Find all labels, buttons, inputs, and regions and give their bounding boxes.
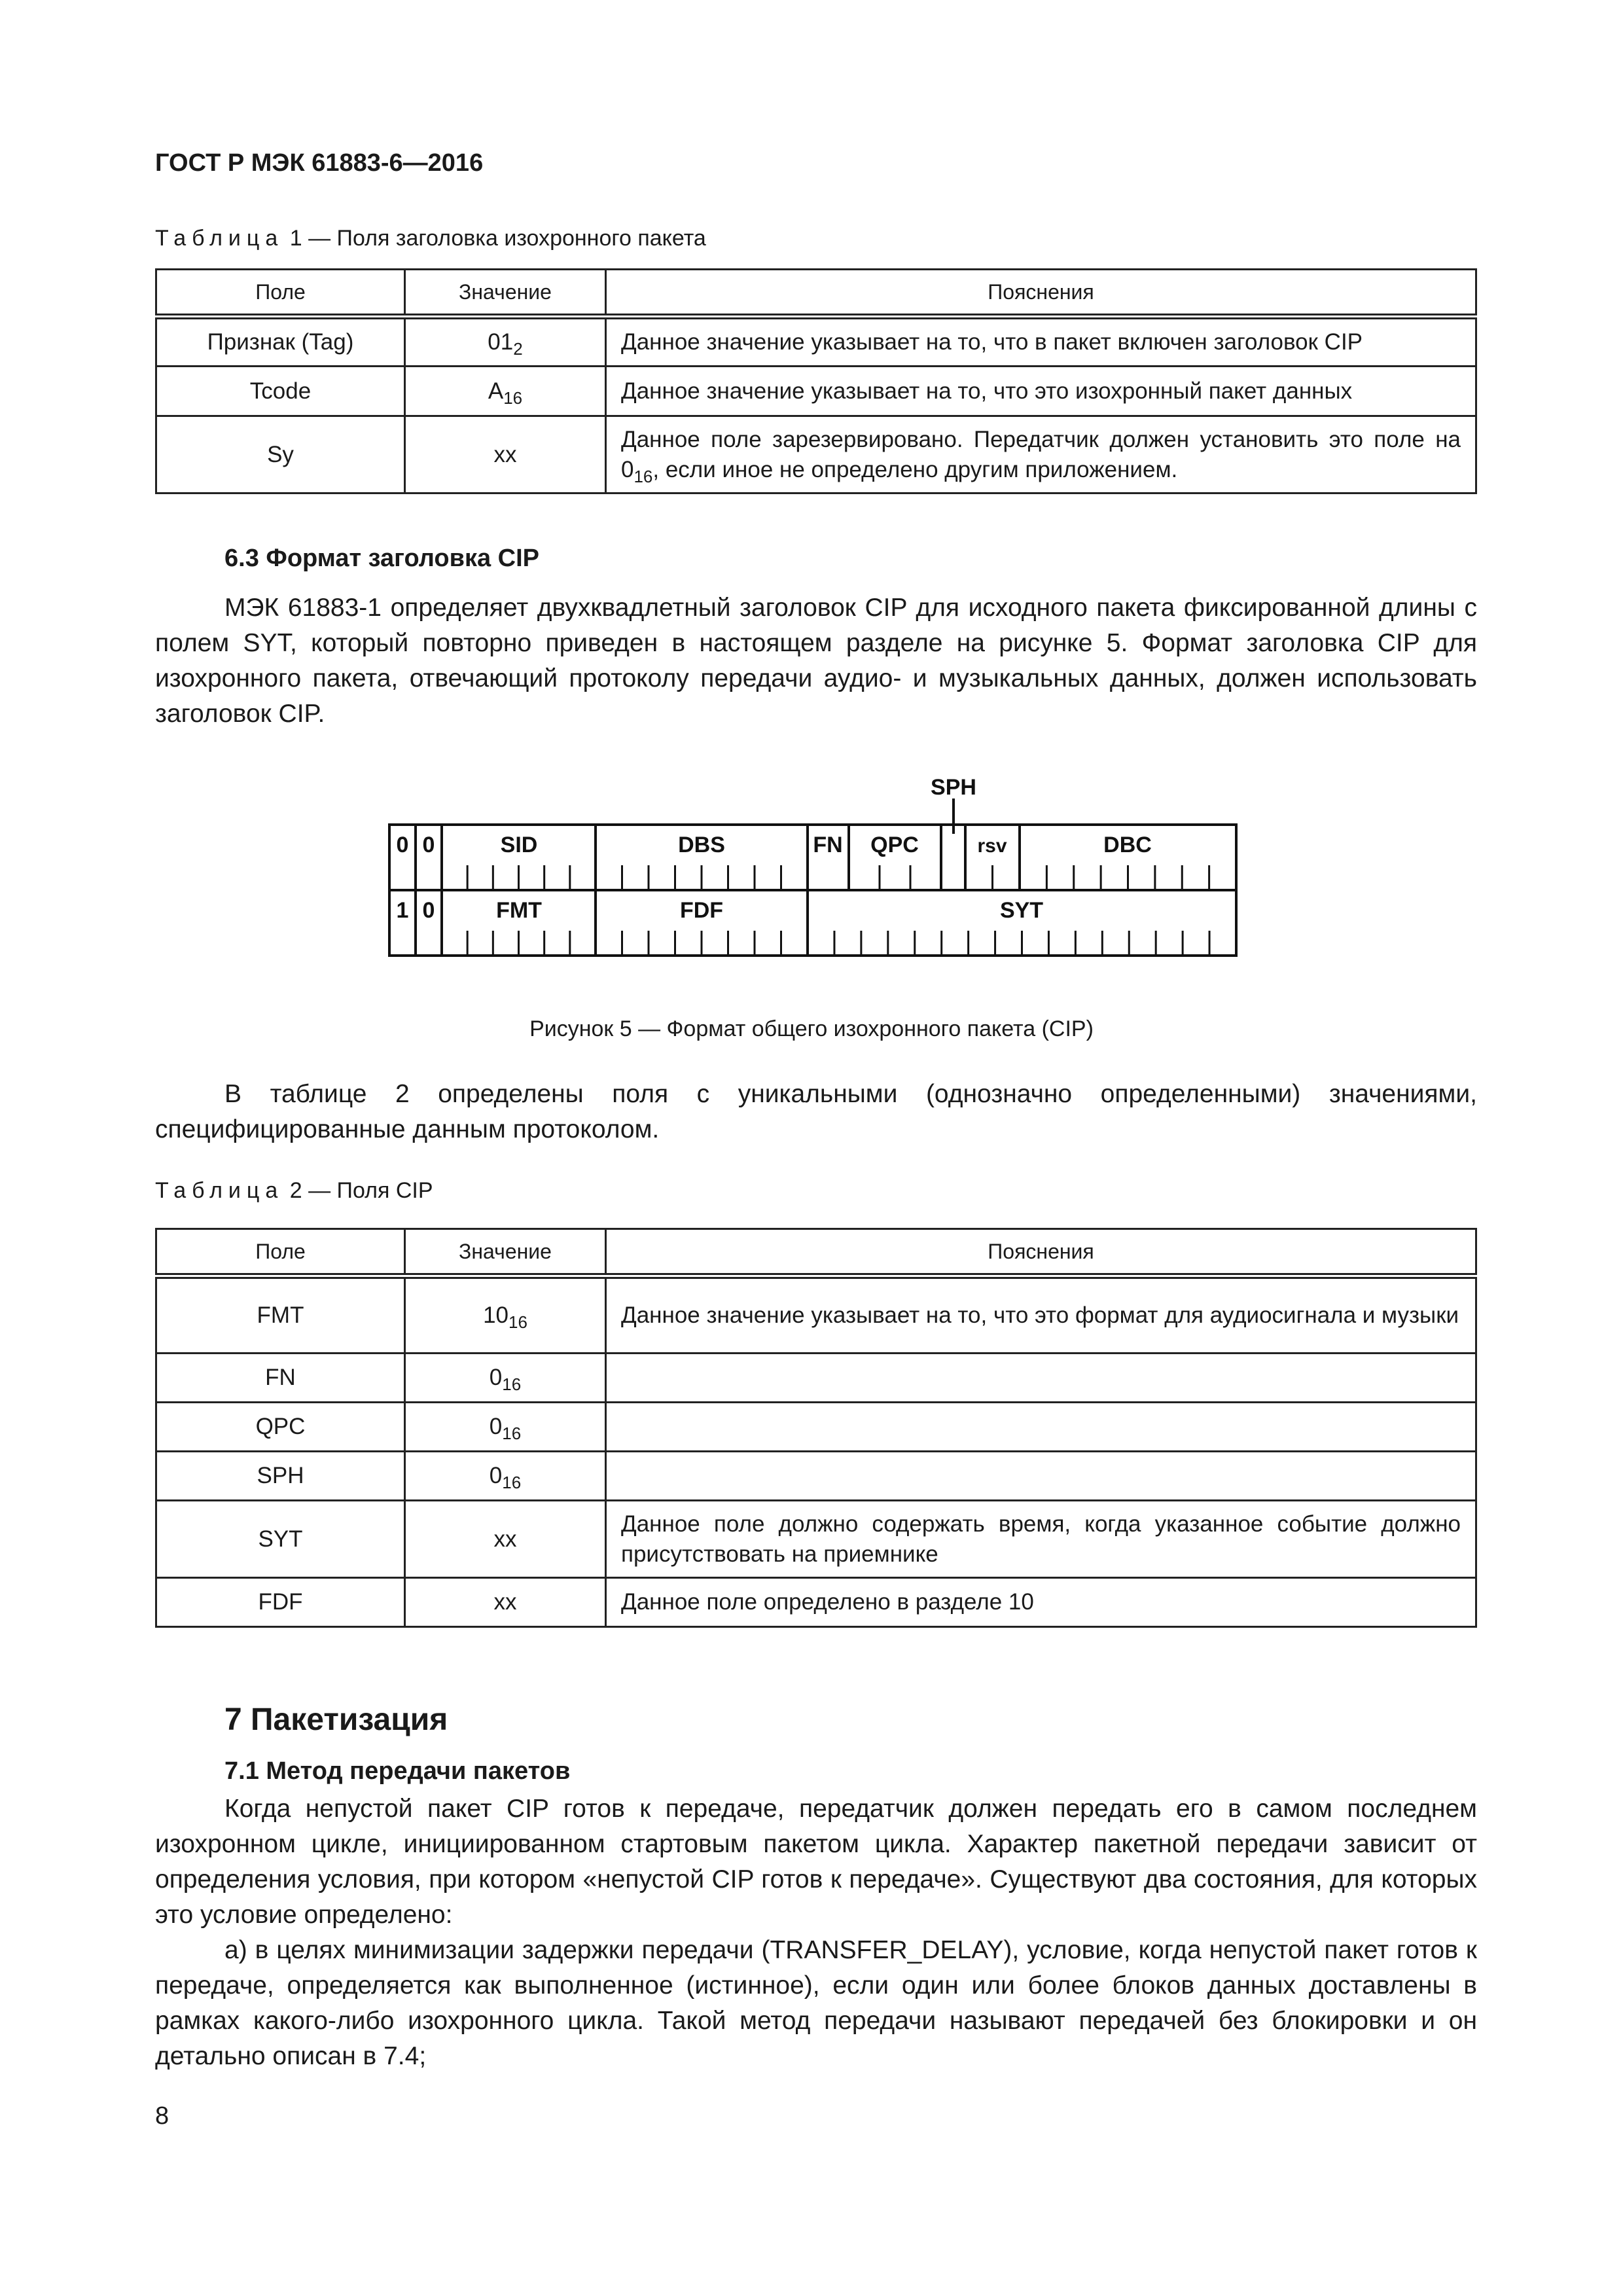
note-cell: Данное поле должно содержать время, когда указанное событие должно присутствовать на приемнике — [606, 1501, 1476, 1578]
field-rsv: rsv — [977, 835, 1007, 857]
bit-label: 0 — [422, 898, 435, 923]
table-header-row — [156, 270, 1476, 317]
column-header: Пояснения — [606, 270, 1476, 317]
note-cell — [606, 1354, 1476, 1403]
note-cell: Данное значение указывает на то, что в пакет включен заголовок CIP — [606, 317, 1476, 367]
table2 — [155, 1228, 1477, 1628]
note-cell — [606, 1452, 1476, 1501]
table-row — [156, 1578, 1476, 1627]
column-header: Значение — [405, 1229, 606, 1276]
field-cell: SPH — [156, 1452, 405, 1501]
table2-intro: В таблице 2 определены поля с уникальными (однозначно определенными) значениями, специфицированные данным протоколом. — [155, 1080, 1477, 1143]
table-row — [156, 1354, 1476, 1403]
figure-cip-format — [388, 779, 1252, 978]
table-row — [156, 1452, 1476, 1501]
table-row — [156, 1403, 1476, 1452]
field-dbc: DBC — [1103, 833, 1152, 857]
table-row — [156, 1276, 1476, 1354]
value-cell: $10_{16}$ — [405, 1276, 606, 1354]
section-7-1-item-a: а) в целях минимизации задержки передачи (TRANSFER_DELAY), условие, когда непустой пакет готов к передаче, определяется как выполненное (истинное), если один или более блоков данных доставлены в рамках какого-либо изохронного цикла. Такой метод передачи называют передачей без блокировки и он детально описан в 7.4; — [155, 1936, 1477, 2070]
section-heading-7-1: 7.1 Метод передачи пакетов — [224, 1757, 571, 1785]
value-cell: $0_{16}$ — [405, 1452, 606, 1501]
note-cell: Данное поле зарезервировано. Передатчик должен установить это поле на $0_{16}$, если иное не определено другим приложением. — [606, 416, 1476, 493]
section-heading-6-3: 6.3 Формат заголовка CIP — [224, 545, 540, 572]
table1-caption: Таблица 1 — Поля заголовка изохронного пакета — [155, 226, 706, 251]
column-header: Поле — [156, 1229, 405, 1276]
bit-label: 1 — [396, 898, 409, 923]
value-cell: xx — [405, 1501, 606, 1578]
field-cell: Признак (Tag) — [156, 317, 405, 367]
field-cell: FDF — [156, 1578, 405, 1627]
value-cell: $0_{16}$ — [405, 1354, 606, 1403]
field-fn: FN — [813, 833, 843, 857]
field-cell: Sy — [156, 416, 405, 493]
table-row — [156, 416, 1476, 493]
table-header-row — [156, 1229, 1476, 1276]
field-qpc: QPC — [870, 833, 919, 857]
table-row — [156, 1501, 1476, 1578]
field-cell: FN — [156, 1354, 405, 1403]
field-dbs: DBS — [678, 833, 725, 857]
figure-caption: Рисунок 5 — Формат общего изохронного пакета (CIP) — [529, 1016, 1094, 1041]
column-header: Значение — [405, 270, 606, 317]
value-cell: $01_2$ — [405, 317, 606, 367]
note-cell — [606, 1403, 1476, 1452]
section-6-3-paragraph: МЭК 61883-1 определяет двухквадлетный заголовок CIP для исходного пакета фиксированной длины с полем SYT, который повторно приведен в настоящем разделе на рисунке 5. Формат заголовка CIP для изохронного пакета, отвечающий протоколу передачи аудио- и музыкальных данных, должен использовать заголовок CIP. — [155, 594, 1477, 728]
field-syt: SYT — [999, 898, 1044, 923]
field-cell: Tcode — [156, 367, 405, 416]
field-cell: FMT — [156, 1276, 405, 1354]
table1 — [155, 268, 1477, 494]
document-id: ГОСТ Р МЭК 61883-6—2016 — [155, 149, 484, 177]
field-cell: QPC — [156, 1403, 405, 1452]
table-row — [156, 367, 1476, 416]
column-header: Поле — [156, 270, 405, 317]
field-fdf: FDF — [679, 898, 724, 923]
page-number: 8 — [155, 2102, 169, 2130]
sph-label: SPH — [931, 779, 976, 800]
section-heading-7: 7 Пакетизация — [224, 1702, 448, 1737]
field-sid: SID — [500, 833, 538, 857]
bit-label: 0 — [396, 833, 409, 857]
column-header: Пояснения — [606, 1229, 1476, 1276]
value-cell: $0_{16}$ — [405, 1403, 606, 1452]
cip-format-diagram — [388, 779, 1252, 975]
value-cell: $A_{16}$ — [405, 367, 606, 416]
table-row — [156, 317, 1476, 367]
section-7-1-paragraph: Когда непустой пакет CIP готов к передаче, передатчик должен передать его в самом последнем изохронном цикле, инициированном стартовым пакетом цикла. Характер пакетной передачи зависит от определения условия, при котором «непустой CIP готов к передаче». Существуют два состояния, для которых это условие определено: — [155, 1795, 1477, 1929]
table2-caption: Таблица 2 — Поля CIP — [155, 1178, 433, 1203]
note-cell: Данное значение указывает на то, что это изохронный пакет данных — [606, 367, 1476, 416]
field-cell: SYT — [156, 1501, 405, 1578]
value-cell: xx — [405, 416, 606, 493]
note-cell: Данное значение указывает на то, что это формат для аудиосигнала и музыки — [606, 1276, 1476, 1354]
field-fmt: FMT — [496, 898, 542, 923]
value-cell: xx — [405, 1578, 606, 1627]
note-cell: Данное поле определено в разделе 10 — [606, 1578, 1476, 1627]
bit-label: 0 — [422, 833, 435, 857]
